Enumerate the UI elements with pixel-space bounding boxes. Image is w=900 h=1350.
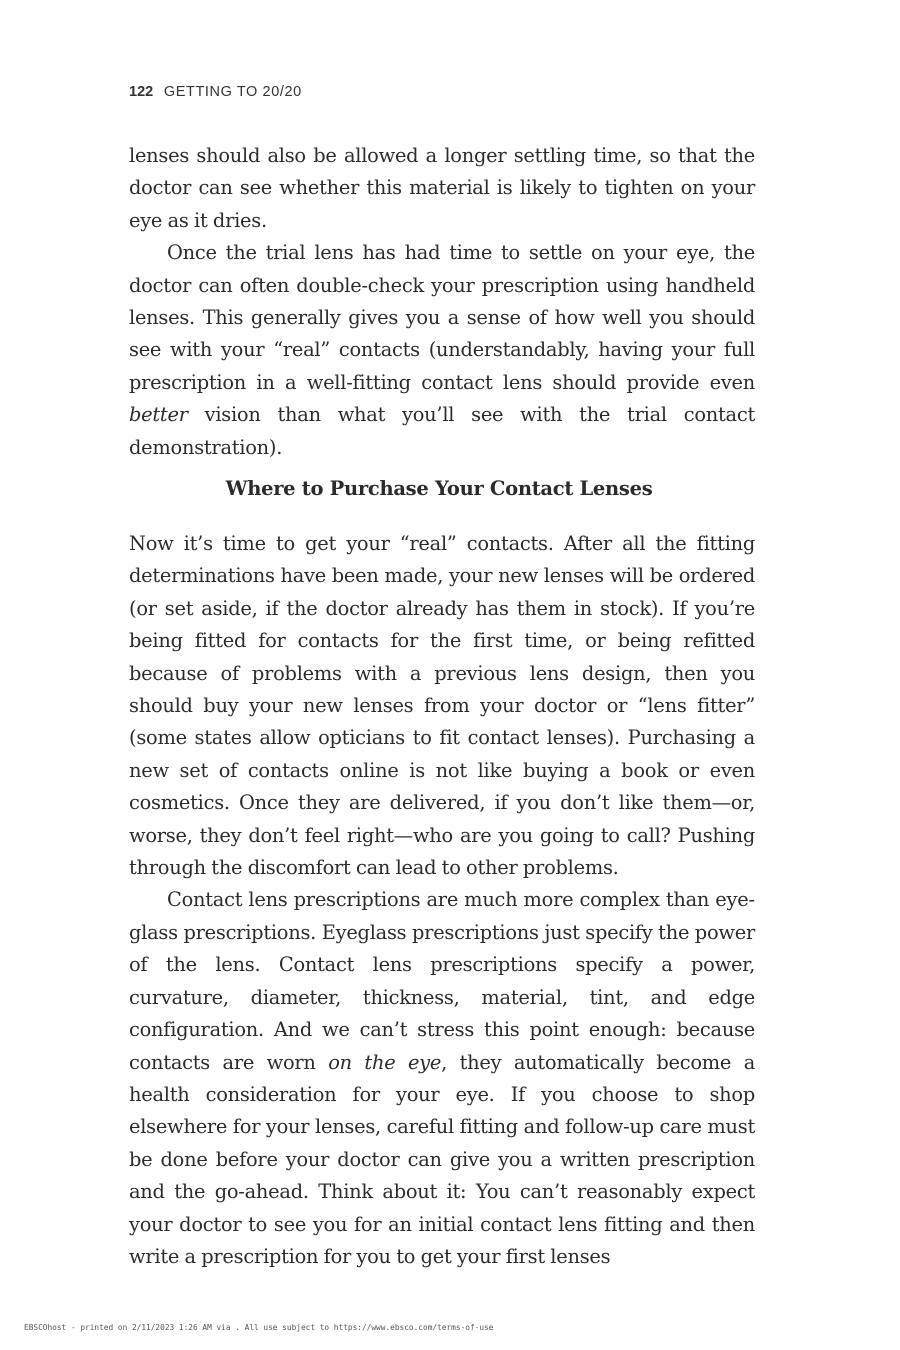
paragraph-trial-lens <box>129 237 755 464</box>
top-text-block <box>129 140 755 464</box>
paragraph-text: Contact lens prescriptions are much more complex than eyeglass prescriptions. Eyeglass prescriptions just specify the power of the lens. Contact lens prescriptions specify a power, curvature, diameter, thickness, material, tint, and edge configuration. And we can’t stress this point enough: because contacts are worn <box>129 888 755 1074</box>
paragraph-continuation: lenses should also be allowed a longer settling time, so that the doctor can see whether this material is likely to tighten on your eye as it dries. <box>129 144 755 232</box>
book-title: GETTING TO 20/20 <box>163 84 302 100</box>
paragraph-prescriptions <box>129 884 755 1273</box>
paragraph-real-contacts: Now it’s time to get your “real” contacts. After all the fitting determinations have been made, your new lenses will be ordered (or set aside, if the doctor already has them in stock). If you’re being fitted for contacts for the first time, or being refitted because of problems with a previous lens design, then you should buy your new lenses from your doctor or “lens fitter” (some states allow opticians to fit contact lenses). Purchasing a new set of contacts online is not like buying a book or even cosmetics. Once they are delivered, if you don’t like them—or, worse, they don’t feel right—who are you going to call? Pushing through the discomfort can lead to other problems. <box>129 532 755 880</box>
paragraph-text: Once the trial lens has had time to settle on your eye, the doctor can often double-check your prescription using handheld lenses. This generally gives you a sense of how well you should see with your “real” contacts (understandably, having your full prescription in a well-fitting contact lens should provide even <box>129 241 755 394</box>
italic-emphasis: on the eye <box>328 1050 442 1074</box>
paragraph-text: vision than what you’ll see with the trial contact demonstration). <box>129 403 755 459</box>
italic-emphasis: better <box>129 403 188 427</box>
page-number: 122 <box>129 84 154 100</box>
paragraph-text: , they automatically become a health consideration for your eye. If you choose to shop elsewhere for your lenses, careful fitting and follow-up care must be done before your doctor can give you a written prescription and the go-ahead. Think about it: You can’t reasonably expect your doctor to see you for an initial contact lens fitting and then write a prescription for you to get your first lenses <box>129 1050 756 1268</box>
section-heading: Where to Purchase Your Contact Lenses <box>225 477 653 500</box>
running-head <box>129 84 302 100</box>
ebsco-footer: EBSCOhost - printed on 2/11/2023 1:26 AM via . All use subject to https://www.ebsco.com/terms-of-use <box>24 1323 494 1332</box>
bottom-text-block <box>129 528 755 1273</box>
